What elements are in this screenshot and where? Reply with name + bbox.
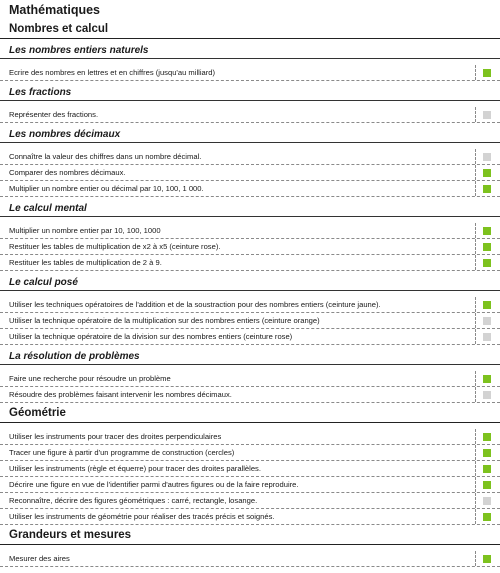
skill-row [0, 239, 500, 255]
status-not-acquired-square [483, 391, 491, 399]
report-content [0, 21, 500, 567]
skill-row [0, 149, 500, 165]
skill-label: Utiliser la technique opératoire de la division sur des nombres entiers (ceinture rose) [9, 332, 293, 341]
status-not-acquired-square [483, 333, 491, 341]
subsection-header: Les nombres décimaux [0, 127, 500, 143]
column-divider [475, 509, 476, 524]
column-divider [475, 65, 476, 80]
status-not-acquired-square [483, 317, 491, 325]
subsection-header: Les nombres entiers naturels [0, 43, 500, 59]
subsection-header: Le calcul mental [0, 201, 500, 217]
status-not-acquired-square [483, 153, 491, 161]
skill-label: Décrire une figure en vue de l'identifier parmi d'autres figures ou de la faire reproduire. [9, 480, 299, 489]
skill-label: Représenter des fractions. [9, 110, 99, 119]
skill-row [0, 65, 500, 81]
skill-row [0, 461, 500, 477]
skill-row [0, 107, 500, 123]
skill-label: Faire une recherche pour résoudre un problème [9, 374, 171, 383]
status-acquired-square [483, 375, 491, 383]
skill-row [0, 509, 500, 525]
column-divider [475, 181, 476, 196]
section-header: Géométrie [0, 405, 500, 423]
page-title: Mathématiques [9, 3, 100, 17]
status-acquired-square [483, 433, 491, 441]
status-acquired-square [483, 301, 491, 309]
subsection-header: Les fractions [0, 85, 500, 101]
skill-row [0, 255, 500, 271]
skill-label: Restituer les tables de multiplication de x2 à x5 (ceinture rose). [9, 242, 221, 251]
skill-row [0, 329, 500, 345]
skill-row [0, 387, 500, 403]
status-acquired-square [483, 243, 491, 251]
skill-row [0, 181, 500, 197]
status-acquired-square [483, 227, 491, 235]
skill-row [0, 223, 500, 239]
column-divider [475, 551, 476, 566]
status-acquired-square [483, 449, 491, 457]
column-divider [475, 429, 476, 444]
skill-row [0, 371, 500, 387]
column-divider [475, 223, 476, 238]
skill-row [0, 477, 500, 493]
status-not-acquired-square [483, 497, 491, 505]
skill-label: Mesurer des aires [9, 554, 70, 563]
column-divider [475, 149, 476, 164]
column-divider [475, 477, 476, 492]
column-divider [475, 329, 476, 344]
column-divider [475, 461, 476, 476]
skill-row [0, 551, 500, 567]
status-acquired-square [483, 185, 491, 193]
status-acquired-square [483, 555, 491, 563]
skill-label: Ecrire des nombres en lettres et en chiffres (jusqu'au milliard) [9, 68, 216, 77]
skill-label: Multiplier un nombre entier par 10, 100, 1000 [9, 226, 161, 235]
skill-row [0, 313, 500, 329]
status-acquired-square [483, 69, 491, 77]
skill-row [0, 493, 500, 509]
subsection-header: Le calcul posé [0, 275, 500, 291]
skill-label: Multiplier un nombre entier ou décimal par 10, 100, 1 000. [9, 184, 204, 193]
status-acquired-square [483, 481, 491, 489]
column-divider [475, 255, 476, 270]
status-acquired-square [483, 465, 491, 473]
skill-label: Tracer une figure à partir d'un programme de construction (cercles) [9, 448, 235, 457]
skill-label: Reconnaître, décrire des figures géométriques : carré, rectangle, losange. [9, 496, 258, 505]
column-divider [475, 313, 476, 328]
status-not-acquired-square [483, 111, 491, 119]
column-divider [475, 445, 476, 460]
skill-label: Comparer des nombres décimaux. [9, 168, 126, 177]
skill-label: Utiliser les instruments pour tracer des droites perpendiculaires [9, 432, 222, 441]
skill-label: Utiliser la technique opératoire de la multiplication sur des nombres entiers (ceinture orange) [9, 316, 320, 325]
skill-label: Connaître la valeur des chiffres dans un nombre décimal. [9, 152, 202, 161]
skill-label: Utiliser les instruments (règle et équerre) pour tracer des droites parallèles. [9, 464, 261, 473]
column-divider [475, 107, 476, 122]
section-header: Nombres et calcul [0, 21, 500, 39]
column-divider [475, 371, 476, 386]
subsection-header: La résolution de problèmes [0, 349, 500, 365]
status-acquired-square [483, 513, 491, 521]
skill-row [0, 445, 500, 461]
skill-label: Utiliser les techniques opératoires de l'addition et de la soustraction pour des nombres entiers (ceinture jaune). [9, 300, 381, 309]
skill-label: Résoudre des problèmes faisant intervenir les nombres décimaux. [9, 390, 232, 399]
skill-row [0, 429, 500, 445]
skill-label: Restituer les tables de multiplication de 2 à 9. [9, 258, 162, 267]
column-divider [475, 239, 476, 254]
column-divider [475, 387, 476, 402]
section-header: Grandeurs et mesures [0, 527, 500, 545]
skill-row [0, 165, 500, 181]
column-divider [475, 297, 476, 312]
column-divider [475, 165, 476, 180]
skill-row [0, 297, 500, 313]
status-acquired-square [483, 259, 491, 267]
column-divider [475, 493, 476, 508]
skill-label: Utiliser les instruments de géométrie pour réaliser des tracés précis et soignés. [9, 512, 275, 521]
status-acquired-square [483, 169, 491, 177]
